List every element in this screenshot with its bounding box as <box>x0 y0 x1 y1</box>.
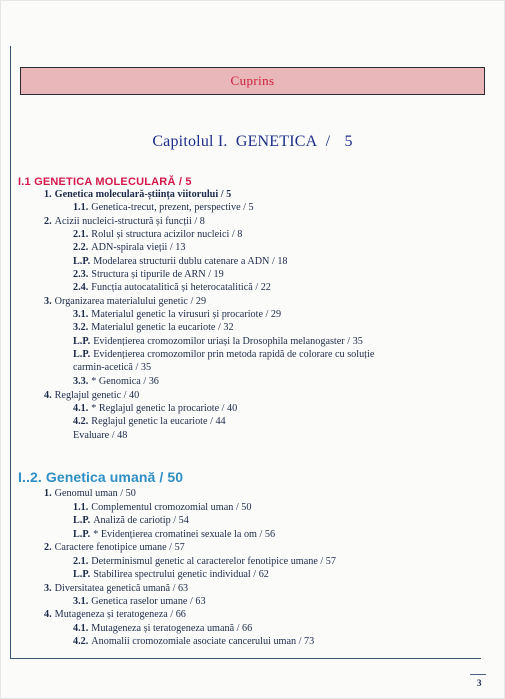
toc-entry-text: * Reglajul genetic la procariote / 40 <box>91 403 238 414</box>
section-heading-2: I..2. Genetica umană / 50 <box>18 469 184 485</box>
toc-entry-text: Evidențierea cromozomilor uriași la Drosophila melanogaster / 35 <box>93 336 363 347</box>
toc-entry-number: 4. <box>44 390 52 401</box>
toc-entry[interactable] <box>73 515 189 527</box>
toc-entry-text: Genetica moleculară-știința viitorului / 5 <box>54 189 232 200</box>
toc-entry-text: * Genomica / 36 <box>91 376 159 387</box>
toc-entry[interactable] <box>73 322 234 334</box>
toc-entry-text: * Evidențierea cromatinei sexuale la om / 56 <box>93 529 276 540</box>
toc-entry-number: 3. <box>44 296 52 307</box>
toc-entry[interactable] <box>73 202 254 214</box>
toc-entry-number: 3.1. <box>73 596 89 607</box>
toc-entry-number: 1. <box>44 488 52 499</box>
toc-entry-text: Complementul cromozomial uman / 50 <box>91 502 252 513</box>
toc-entry-text: Evaluare / 48 <box>73 430 128 441</box>
toc-entry-text: Mutageneza și teratogeneza umană / 66 <box>91 623 253 634</box>
toc-entry[interactable] <box>73 376 159 388</box>
toc-entry-number: 1. <box>44 189 52 200</box>
toc-entry-text: Determinismul genetic al caracterelor fenotipice umane / 57 <box>91 556 336 567</box>
toc-entry-text: Structura și tipurile de ARN / 19 <box>91 269 224 280</box>
toc-entry[interactable] <box>44 583 188 595</box>
toc-entry-text: Reglajul genetic / 40 <box>54 390 140 401</box>
toc-entry[interactable] <box>73 309 281 321</box>
toc-entry-number: L.P. <box>73 515 91 526</box>
toc-entry[interactable] <box>73 229 242 241</box>
toc-entry[interactable] <box>73 636 314 648</box>
page-number: 3 <box>477 678 482 688</box>
section-heading-1: I.1 GENETICA MOLECULARĂ / 5 <box>18 176 192 188</box>
toc-entry-text: Stabilirea spectrului genetic individual / 62 <box>93 569 269 580</box>
toc-entry-text: Materialul genetic la virusuri și procariote / 29 <box>91 309 282 320</box>
toc-entry-number: 2.1. <box>73 556 89 567</box>
toc-entry[interactable] <box>73 362 151 374</box>
toc-entry-number: 4.2. <box>73 416 89 427</box>
toc-entry-text: Acizii nucleici-structură și funcții / 8 <box>54 216 205 227</box>
toc-entry-number: 2. <box>44 216 52 227</box>
toc-entry-text: Funcția autocatalitică și heterocatalitică / 22 <box>91 282 271 293</box>
toc-entry[interactable] <box>73 282 271 294</box>
toc-entry-number: L.P. <box>73 336 91 347</box>
toc-entry[interactable] <box>44 189 231 201</box>
toc-entry[interactable] <box>73 256 288 268</box>
toc-entry-number: 4.1. <box>73 623 89 634</box>
toc-entry[interactable] <box>73 242 186 254</box>
toc-entry[interactable] <box>73 416 226 428</box>
toc-entry[interactable] <box>73 596 206 608</box>
toc-entry-text: carmin-acetică / 35 <box>73 362 152 373</box>
toc-entry[interactable] <box>73 269 224 281</box>
toc-entry-text: ADN-spirala vieții / 13 <box>91 242 186 253</box>
toc-entry-number: 2.3. <box>73 269 89 280</box>
toc-entry-number: 3. <box>44 583 52 594</box>
toc-entry-text: Materialul genetic la eucariote / 32 <box>91 322 234 333</box>
toc-entry[interactable] <box>73 403 237 415</box>
toc-entry-number: 4. <box>44 609 52 620</box>
toc-entry[interactable] <box>44 488 136 500</box>
chapter-label: Capitolul I. <box>152 133 228 150</box>
toc-entry[interactable] <box>73 430 127 442</box>
toc-entry[interactable] <box>44 609 186 621</box>
contents-title: Cuprins <box>230 73 275 88</box>
toc-entry-text: Evidențierea cromozomilor prin metoda rapidă de colorare cu soluție <box>93 349 375 360</box>
toc-entry-number: 4.1. <box>73 403 89 414</box>
toc-entry-text: Genetica raselor umane / 63 <box>91 596 206 607</box>
toc-entry-number: 2.1. <box>73 229 89 240</box>
toc-entry[interactable] <box>73 623 252 635</box>
toc-entry[interactable] <box>44 390 139 402</box>
toc-entry-number: L.P. <box>73 349 91 360</box>
toc-entry[interactable] <box>73 502 251 514</box>
toc-entry-number: 3.3. <box>73 376 89 387</box>
toc-entry-number: L.P. <box>73 256 91 267</box>
toc-entry[interactable] <box>44 542 185 554</box>
chapter-page: 5 <box>344 133 353 150</box>
toc-entry-number: 3.1. <box>73 309 89 320</box>
toc-entry[interactable] <box>73 556 336 568</box>
toc-entry-text: Genetica-trecut, prezent, perspective / 5 <box>91 202 254 213</box>
chapter-name: GENETICA <box>235 133 318 150</box>
toc-entry-number: 2.4. <box>73 282 89 293</box>
toc-entry-text: Reglajul genetic la eucariote / 44 <box>91 416 226 427</box>
toc-entry[interactable] <box>73 349 374 361</box>
toc-entry-text: Genomul uman / 50 <box>54 488 136 499</box>
toc-entry-text: Caractere fenotipice umane / 57 <box>54 542 185 553</box>
toc-entry-text: Diversitatea genetică umană / 63 <box>54 583 189 594</box>
toc-entry-text: Analiză de cariotip / 54 <box>93 515 189 526</box>
toc-entry[interactable] <box>73 336 363 348</box>
toc-entry-number: 2. <box>44 542 52 553</box>
toc-entry[interactable] <box>73 569 269 581</box>
toc-entry-number: 1.1. <box>73 502 89 513</box>
toc-entry-number: 3.2. <box>73 322 89 333</box>
toc-entry-text: Anomalii cromozomiale asociate cancerului uman / 73 <box>91 636 315 647</box>
toc-entry-number: 2.2. <box>73 242 89 253</box>
toc-entry[interactable] <box>44 216 205 228</box>
toc-entry-text: Organizarea materialului genetic / 29 <box>54 296 207 307</box>
toc-entry-number: 4.2. <box>73 636 89 647</box>
toc-entry-number: L.P. <box>73 529 91 540</box>
toc-entry-text: Mutageneza și teratogeneza / 66 <box>54 609 186 620</box>
contents-banner <box>20 67 485 95</box>
toc-entry-number: L.P. <box>73 569 91 580</box>
toc-entry-number: 1.1. <box>73 202 89 213</box>
chapter-heading <box>0 133 505 151</box>
toc-entry-text: Rolul și structura acizilor nucleici / 8 <box>91 229 243 240</box>
toc-entry[interactable] <box>73 529 275 541</box>
chapter-separator: / <box>325 133 331 150</box>
toc-entry-text: Modelarea structurii dublu catenare a ADN / 18 <box>93 256 288 267</box>
toc-entry[interactable] <box>44 296 206 308</box>
